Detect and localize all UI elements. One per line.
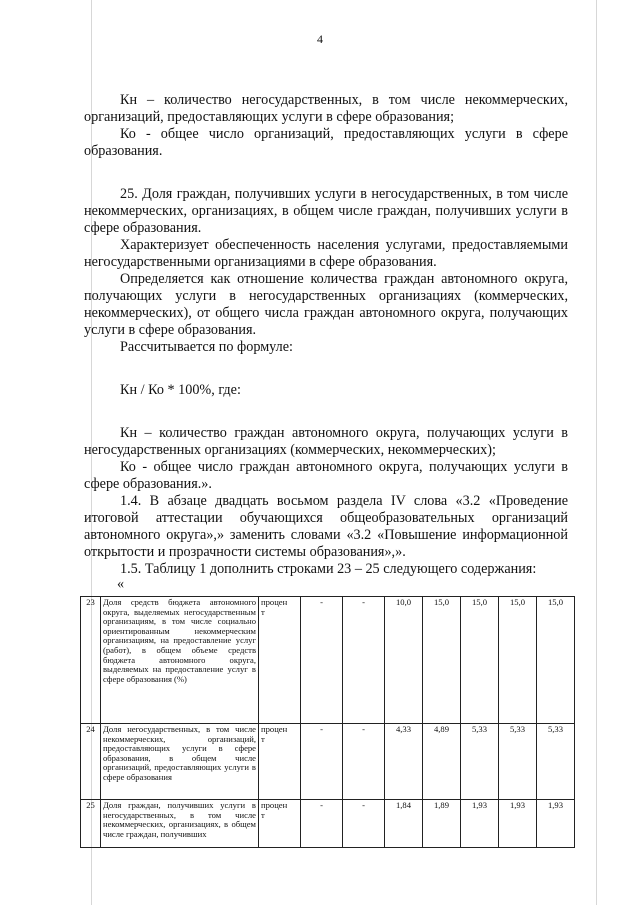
cell-value: -: [343, 724, 385, 800]
indicator-name: Доля граждан, получивших услуги в негосударственных, в том числе некоммерческих, организациях, в общем числе граждан, получивших: [101, 800, 259, 848]
opening-quote: «: [117, 576, 125, 592]
cell-value: 15,0: [537, 597, 575, 724]
cell-value: 4,89: [423, 724, 461, 800]
paragraph: Кн – количество граждан автономного округа, получающих услуги в негосударственных организациях (коммерческих, некоммерческих);: [84, 425, 568, 458]
indicators-table: [80, 596, 575, 848]
cell-value: 5,33: [537, 724, 575, 800]
paragraph: 1.4. В абзаце двадцать восьмом раздела IV слова «3.2 «Проведение итоговой аттестации обучающихся общеобразовательных организаций автономного округа»,» заменить словами «3.2 «Повышение информационной открытости и прозрачности системы образования»,».: [84, 493, 568, 560]
cell-value: -: [301, 597, 343, 724]
cell-value: 5,33: [499, 724, 537, 800]
row-number: 25: [81, 800, 101, 848]
indicator-name: Доля негосударственных, в том числе некоммерческих, организаций, предоставляющих услуги в сфере образования, в общем числе организаций, предоставляющих услуги в сфере образования: [101, 724, 259, 800]
cell-value: 15,0: [461, 597, 499, 724]
scan-margin-line: [596, 0, 597, 905]
cell-value: -: [343, 597, 385, 724]
cell-value: -: [301, 800, 343, 848]
cell-value: 4,33: [385, 724, 423, 800]
unit: процен т: [259, 800, 301, 848]
paragraph: Характеризует обеспеченность населения услугами, предоставляемыми негосударственными организациями в сфере образования.: [84, 237, 568, 270]
paragraph: Кн – количество негосударственных, в том числе некоммерческих, организаций, предоставляющих услуги в сфере образования;: [84, 92, 568, 125]
cell-value: 1,93: [537, 800, 575, 848]
row-number: 24: [81, 724, 101, 800]
paragraph: Определяется как отношение количества граждан автономного округа, получающих услуги в негосударственных организациях (коммерческих, некоммерческих), от общего числа граждан автономного округа, получающих услуги в сфере образования.: [84, 271, 568, 338]
cell-value: -: [343, 800, 385, 848]
cell-value: 1,93: [461, 800, 499, 848]
indicator-name: Доля средств бюджета автономного округа, выделяемых негосударственным организациям, в том числе социально ориентированным некоммерческим организациям, на предоставление услуг (работ), в общем объеме средств бюджета автономного округа, выделяемых на предоставление услуг в сфере образования (%): [101, 597, 259, 724]
cell-value: 10,0: [385, 597, 423, 724]
table-row: [81, 597, 575, 724]
cell-value: 1,93: [499, 800, 537, 848]
unit: процен т: [259, 597, 301, 724]
paragraph: Рассчитывается по формуле:: [120, 339, 293, 355]
table-row: [81, 724, 575, 800]
unit: процен т: [259, 724, 301, 800]
page-number: 4: [317, 32, 323, 46]
row-number: 23: [81, 597, 101, 724]
paragraph: Ко - общее число граждан автономного округа, получающих услуги в сфере образования.».: [84, 459, 568, 492]
cell-value: 5,33: [461, 724, 499, 800]
cell-value: 1,89: [423, 800, 461, 848]
cell-value: 15,0: [499, 597, 537, 724]
cell-value: 1,84: [385, 800, 423, 848]
table-row: [81, 800, 575, 848]
formula: Кн / Ко * 100%, где:: [120, 382, 241, 398]
text-block: [84, 92, 568, 590]
paragraph: 1.5. Таблицу 1 дополнить строками 23 – 25 следующего содержания:: [120, 561, 537, 577]
cell-value: -: [301, 724, 343, 800]
paragraph: 25. Доля граждан, получивших услуги в негосударственных, в том числе некоммерческих, организациях, в общем числе граждан, получивших услуги в сфере образования.: [84, 186, 568, 236]
cell-value: 15,0: [423, 597, 461, 724]
paragraph: Ко - общее число организаций, предоставляющих услуги в сфере образования.: [84, 126, 568, 159]
